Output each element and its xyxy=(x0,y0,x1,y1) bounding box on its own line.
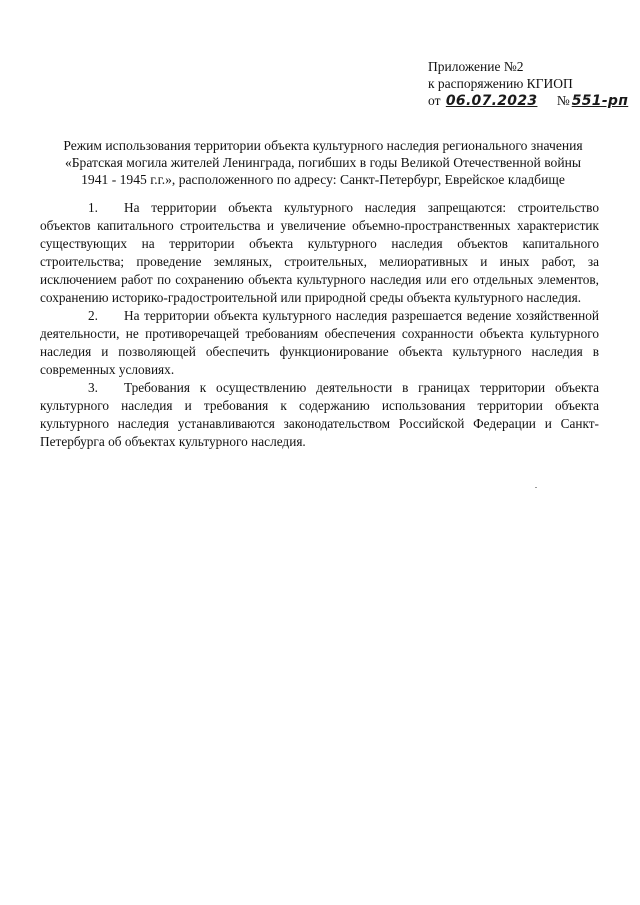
paragraph-number: 3. xyxy=(88,380,98,395)
order-reference: к распоряжению КГИОП xyxy=(428,76,573,91)
appendix-label: Приложение №2 xyxy=(428,59,524,74)
paragraph-text: Требования к осуществлению деятельности в границах территории объекта культурного наследия и требования к содержанию использования территории объекта культурного наследия устанавливаются законодательством Российской Федерации и Санкт-Петербурга об объектах культурного наследия. xyxy=(40,380,599,449)
title-line-2: «Братская могила жителей Ленинграда, погибших в годы Великой Отечественной войны xyxy=(64,155,582,170)
date-prefix: от xyxy=(428,93,441,108)
paragraph-number: 2. xyxy=(88,308,98,323)
paragraph-3 xyxy=(40,379,599,451)
date-number-line xyxy=(428,92,628,110)
handwritten-date: 06.07.2023 xyxy=(445,93,538,109)
appendix-header xyxy=(428,58,628,110)
paragraph-2 xyxy=(40,307,599,379)
document-title xyxy=(40,137,606,188)
title-line-1: Режим использования территории объекта культурного наследия регионального значения xyxy=(63,138,583,153)
number-prefix: № xyxy=(556,93,570,108)
document-body xyxy=(40,199,599,451)
handwritten-number: 551-рп xyxy=(571,93,629,109)
paragraph-text: На территории объекта культурного наследия запрещаются: строительство объектов капитального строительства и увеличение объемно-пространственных характеристик существующих на территории объекта культурного наследия объектов капитального строительства; проведение земляных, строительных, мелиоративных и иных работ, за исключением работ по сохранению объекта культурного наследия или его отдельных элементов, сохранению историко-градостроительной или природной среды объекта культурного наследия. xyxy=(40,200,599,305)
paragraph-text: На территории объекта культурного наследия разрешается ведение хозяйственной деятельности, не противоречащей требованиям обеспечения сохранности объекта культурного наследия и позволяющей обеспечить функционирование объекта культурного наследия в современных условиях. xyxy=(40,308,599,377)
title-line-3: 1941 - 1945 г.г.», расположенного по адресу: Санкт-Петербург, Еврейское кладбище xyxy=(81,172,565,187)
paragraph-number: 1. xyxy=(88,200,98,215)
scan-speck xyxy=(535,487,537,488)
paragraph-1 xyxy=(40,199,599,307)
